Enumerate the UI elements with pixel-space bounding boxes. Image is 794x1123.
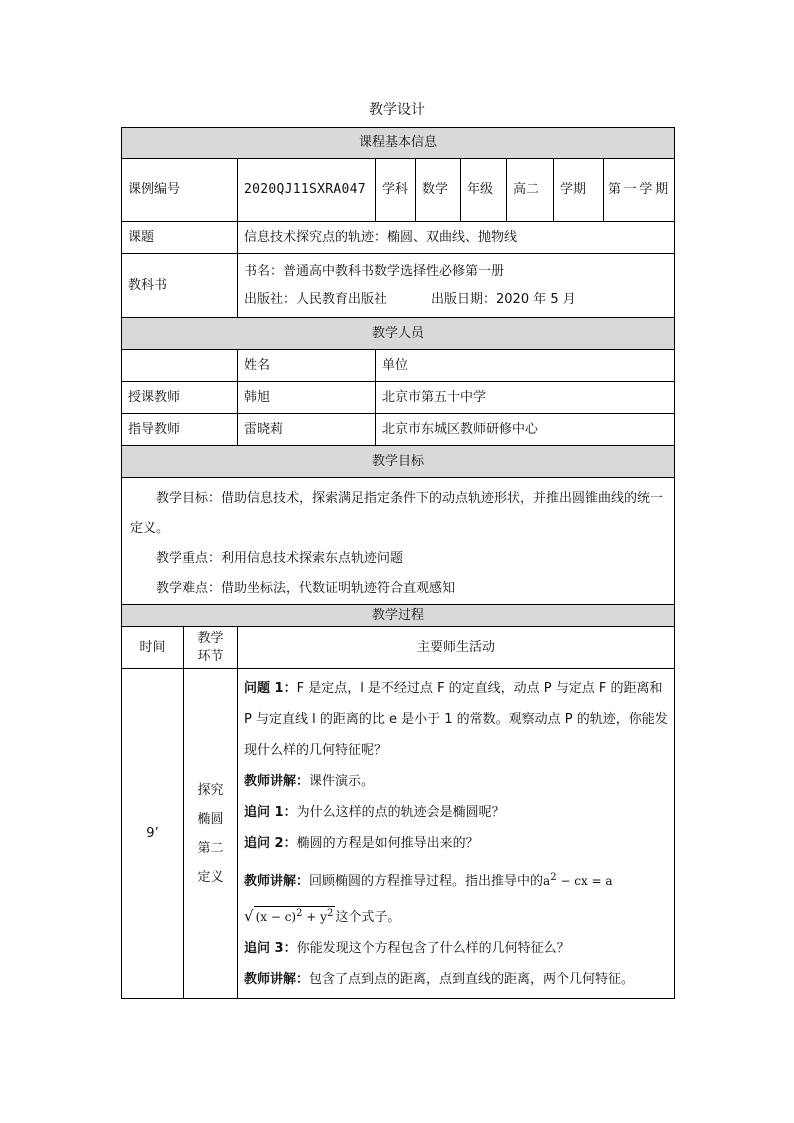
staff-name: 雷晓莉: [238, 414, 376, 446]
document-title: 教学设计: [369, 102, 425, 118]
ellipse-formula-root: √ $(x - c)^2 + y^2$: [244, 907, 334, 925]
process-stage: [184, 669, 238, 999]
process-activity-header: 主要师生活动: [238, 627, 675, 669]
formula-minus-cx: − cx = a: [556, 874, 613, 888]
goals-content-row: [122, 478, 675, 605]
process-stage-header-line2: 环节: [197, 648, 224, 664]
stage-chars: 椭圆: [197, 811, 224, 827]
book-name: 书名：普通高中教科书数学选择性必修第一册: [244, 263, 505, 279]
follow-up-1-text: 为什么这样的点的轨迹会是椭圆呢？: [296, 805, 505, 820]
textbook-row: [122, 254, 675, 318]
staff-unit: 北京市东城区教师研修中心: [376, 414, 675, 446]
teacher-explanation-3: [244, 964, 668, 995]
staff-role-header-empty: [122, 350, 238, 382]
course-id-value: 2020QJ11SXRA047: [238, 159, 376, 222]
staff-role: 指导教师: [122, 414, 238, 446]
teacher-explanation-2-text: 回顾椭圆的方程推导过程。指出推导中的: [309, 874, 544, 889]
section-header-process: 教学过程: [122, 605, 675, 627]
textbook-details: [238, 254, 675, 318]
grade-value: 高二: [507, 159, 554, 222]
subject-label: 学科: [376, 159, 416, 222]
process-stage-name: [198, 776, 224, 892]
teaching-difficulty: 教学难点：借助坐标法，代数证明轨迹符合直观感知: [156, 581, 456, 596]
course-id-label: 课例编号: [122, 159, 238, 222]
follow-up-3: [244, 933, 668, 964]
staff-header-row: [122, 318, 675, 350]
follow-up-3-text: 你能发现这个方程包含了什么样的几何特征么？: [296, 941, 570, 956]
teacher-explanation-1-text: 课件演示。: [309, 774, 375, 789]
lesson-plan-table: [121, 127, 675, 999]
process-stage-header-line1: 教学: [197, 630, 224, 646]
teaching-key-point: 教学重点：利用信息技术探索东点轨迹问题: [156, 551, 404, 566]
process-time: 9’: [122, 669, 184, 999]
process-header-row: [122, 605, 675, 627]
follow-up-2: [244, 828, 668, 859]
textbook-label: 教科书: [122, 254, 238, 318]
semester-label: 学期: [554, 159, 604, 222]
stage-chars: 定义: [197, 869, 224, 885]
formula-plus-y: + y: [302, 910, 327, 924]
book-publish-line: [244, 286, 674, 314]
question-1-text: F 是定点，l 是不经过点 F 的定直线，动点 P 与定点 F 的距离和 P 与定直线 l 的距离的比 e 是小于 1 的常数。观察动点 P 的轨迹，你能发现什么样的几何特征呢？: [244, 681, 668, 758]
staff-unit: 北京市第五十中学: [376, 382, 675, 414]
basic-info-header-row: [122, 128, 675, 159]
stage-chars: 探究: [197, 782, 224, 798]
follow-up-1-label: 追问 1：: [244, 805, 297, 820]
process-time-header: 时间: [122, 627, 184, 669]
teaching-objective: 教学目标：借助信息技术，探索满足指定条件下的动点轨迹形状，并推出圆锥曲线的统一定义。: [130, 491, 664, 536]
ellipse-formula-root-line: [244, 901, 668, 933]
formula-root-term: (x − c): [255, 910, 297, 924]
publisher: 出版社：人民教育出版社: [244, 291, 388, 307]
teacher-explanation-2-tail: 这个式子。: [335, 910, 401, 925]
staff-unit-header: 单位: [376, 350, 675, 382]
stage-chars: 第二: [197, 840, 224, 856]
follow-up-2-label: 追问 2：: [244, 836, 297, 851]
teacher-explanation-3-label: 教师讲解：: [244, 972, 310, 987]
teacher-explanation-2: [244, 859, 668, 901]
teacher-explanation-2-label: 教师讲解：: [244, 874, 310, 889]
staff-name-header: 姓名: [238, 350, 376, 382]
ellipse-formula-left: $a^2$ − cx = a: [543, 872, 613, 888]
follow-up-3-label: 追问 3：: [244, 941, 297, 956]
staff-row: [122, 382, 675, 414]
staff-column-header-row: [122, 350, 675, 382]
staff-name: 韩旭: [238, 382, 376, 414]
course-id-row: [122, 159, 675, 222]
follow-up-1: [244, 797, 668, 828]
question-1-label: 问题 1：: [244, 681, 297, 696]
grade-label: 年级: [461, 159, 507, 222]
subject-value: 数学: [416, 159, 461, 222]
topic-label: 课题: [122, 222, 238, 254]
process-column-header-row: [122, 627, 675, 669]
formula-a: a: [543, 874, 551, 888]
process-content-row: [122, 669, 675, 999]
teacher-explanation-3-text: 包含了点到点的距离，点到直线的距离，两个几何特征。: [309, 972, 635, 987]
topic-value: 信息技术探究点的轨迹：椭圆、双曲线、抛物线: [238, 222, 675, 254]
section-header-basic-info: 课程基本信息: [122, 128, 675, 159]
process-stage-header: [184, 627, 238, 669]
teacher-explanation-1-label: 教师讲解：: [244, 774, 310, 789]
goals-header-row: [122, 446, 675, 478]
section-header-staff: 教学人员: [122, 318, 675, 350]
publish-date: 出版日期：2020 年 5 月: [431, 291, 576, 307]
question-1: [244, 673, 668, 766]
topic-row: [122, 222, 675, 254]
process-activities: [238, 669, 675, 999]
goals-content: [122, 478, 675, 605]
semester-value: 第一学期: [604, 159, 675, 222]
staff-row: [122, 414, 675, 446]
follow-up-2-text: 椭圆的方程是如何推导出来的？: [296, 836, 479, 851]
staff-role: 授课教师: [122, 382, 238, 414]
teacher-explanation-1: [244, 766, 668, 797]
section-header-goals: 教学目标: [122, 446, 675, 478]
